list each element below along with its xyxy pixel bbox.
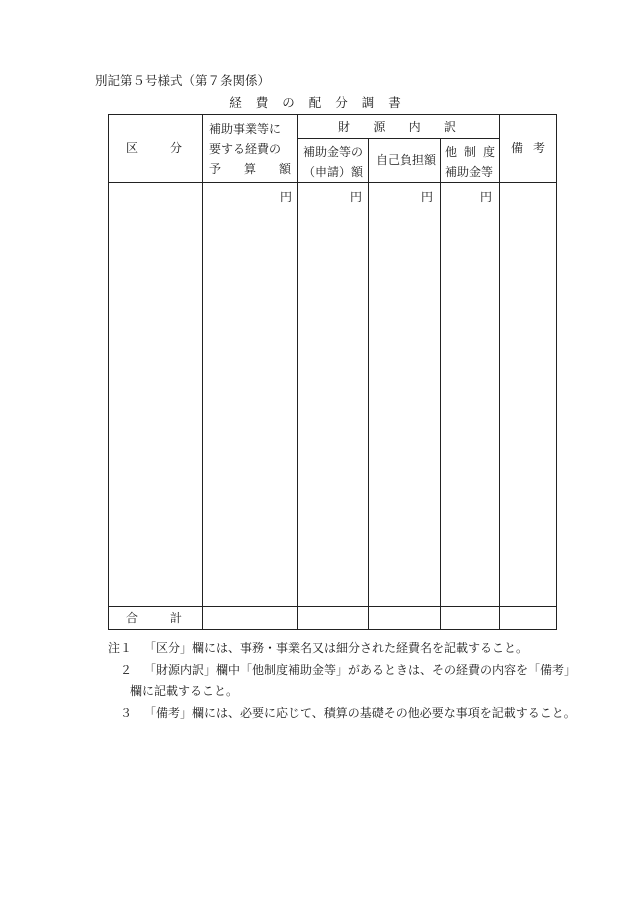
note-item (108, 638, 588, 660)
note-number: 注１ (108, 641, 133, 655)
title-char: の (282, 95, 295, 110)
note-text: 「区分」欄には、事務・事業名又は細分された経費名を記載すること。 (144, 641, 529, 655)
note-number: ３ (120, 705, 133, 720)
note-item (108, 703, 588, 725)
title-char: 費 (255, 95, 269, 110)
header-kubun: 区 分 (126, 141, 182, 155)
total-label: 合 計 (126, 611, 182, 625)
document-title (0, 93, 630, 111)
unit-yen: 円 (480, 190, 493, 204)
header-subsidy: 補助金等の （申請）額 (303, 145, 364, 179)
title-char: 書 (388, 95, 401, 110)
header-zaigen: 財 源 内 訳 (338, 120, 456, 134)
title-char: 調 (361, 95, 375, 110)
title-char: 分 (335, 95, 348, 110)
unit-yen: 円 (421, 190, 434, 204)
note-continuation: 欄に記載すること。 (130, 684, 239, 698)
note-item (108, 660, 588, 682)
note-number: ２ (120, 662, 133, 677)
unit-yen: 円 (350, 190, 363, 204)
title-char: 配 (308, 95, 322, 110)
note-text: 「備考」欄には、必要に応じて、積算の基礎その他必要な事項を記載すること。 (144, 705, 576, 720)
header-other-subsidy: 他 制 度 補助金等 (445, 145, 495, 179)
notes (108, 638, 588, 724)
unit-yen: 円 (280, 190, 293, 204)
note-text: 「財源内訳」欄中「他制度補助金等」があるときは、その経費の内容を「備考」 (144, 662, 577, 677)
title-char: 経 (229, 95, 242, 110)
header-budget: 補助事業等に 要する経費の 予 算 額 (209, 122, 291, 176)
form-label: 別記第５号様式（第７条関係） (95, 73, 271, 88)
header-self-burden: 自己負担額 (375, 153, 436, 167)
header-biko: 備 考 (511, 141, 545, 155)
